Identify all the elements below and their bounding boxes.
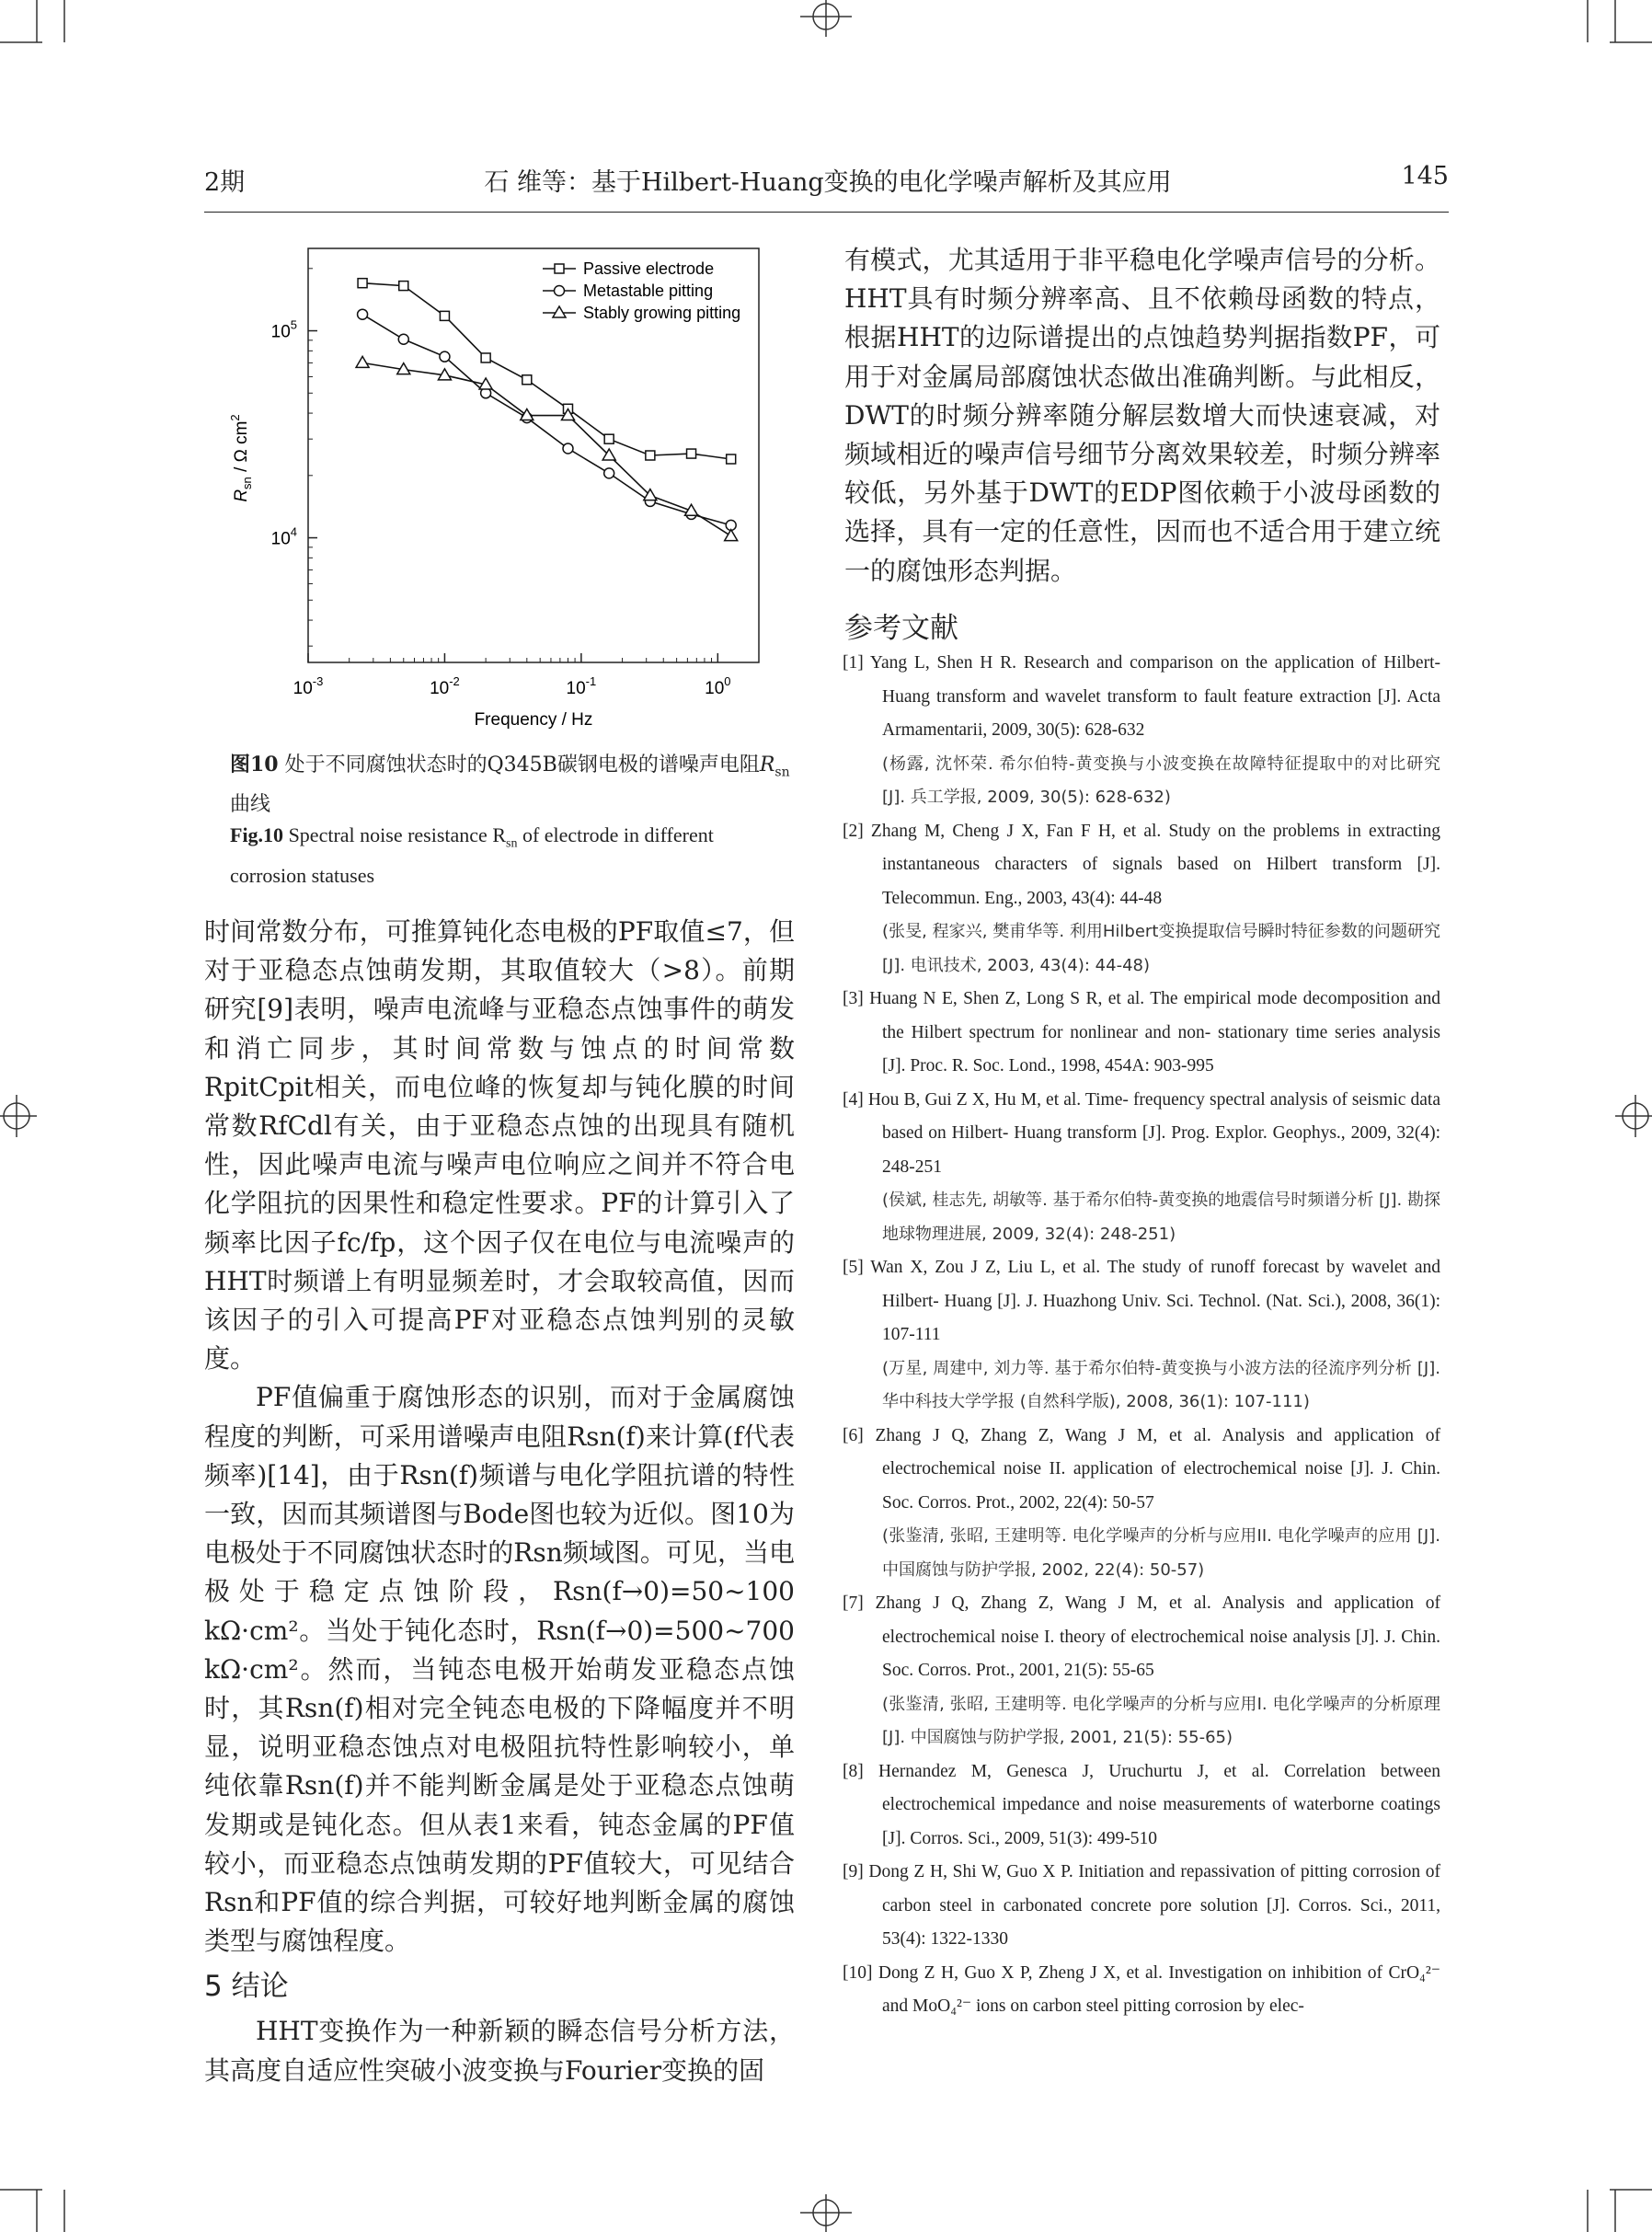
figure-caption-en: [230, 819, 782, 892]
reference-item-translation: (杨露, 沈怀荣. 希尔伯特-黄变换与小波变换在故障特征提取中的对比研究 [J]. 兵工学报, 2009, 30(5): 628-632): [882, 754, 1440, 807]
legend-label: Stably growing pitting: [583, 304, 741, 322]
page-number: 145: [1401, 162, 1449, 190]
data-point-square: [555, 264, 564, 273]
data-point-circle: [563, 443, 573, 454]
right-column: [844, 241, 1440, 591]
y-tick-label: $10^5$: [270, 317, 297, 342]
data-point-circle: [398, 334, 408, 344]
reference-item-translation: (张旻, 程家兴, 樊甫华等. 利用Hilbert变换提取信号瞬时特征参数的问题研究 [J]. 电讯技术, 2003, 43(4): 44-48): [882, 922, 1440, 975]
y-axis-label-rest: / Ω cm: [232, 420, 251, 477]
y-axis-label: [228, 414, 254, 501]
reference-item: [1] Yang L, Shen H R. Research and comparison on the application of Hilbert-Huang transform and wavelet transform to fault feature extraction [J]. Acta Armamentarii, 2009, 30(5): 628-632: [843, 653, 1440, 740]
data-point-square: [646, 451, 655, 460]
reference-item-translation: (侯斌, 桂志先, 胡敏等. 基于希尔伯特-黄变换的地震信号时频谱分析 [J]. 勘探地球物理进展, 2009, 32(4): 248-251): [882, 1191, 1440, 1244]
reference-item: [6] Zhang J Q, Zhang Z, Wang J M, et al. Analysis and application of electrochemical noise II. application of electrochemical noise [J]. J. Chin. Soc. Corros. Prot., 2002, 22(4): 50-57: [843, 1425, 1440, 1513]
caption-en-end: of electrode in different corrosion statuses: [230, 823, 714, 888]
data-point-square: [440, 311, 449, 320]
left-column: [204, 913, 795, 2090]
data-point-square: [358, 279, 367, 288]
data-point-circle: [555, 286, 565, 296]
data-point-circle: [440, 351, 450, 362]
reference-item-translation: (万星, 周建中, 刘力等. 基于希尔伯特-黄变换与小波方法的径流序列分析 [J]. 华中科技大学学报 (自然科学版), 2008, 36(1): 107-111): [882, 1358, 1440, 1411]
x-axis-label: Frequency / Hz: [474, 710, 593, 730]
reference-item: [2] Zhang M, Cheng J X, Fan F H, et al. Study on the problems in extracting instantaneous characters of signals based on Hilbert transform [J]. Telecommun. Eng., 2003, 43(4): 44-48: [843, 821, 1440, 908]
reference-item: [4] Hou B, Gui Z X, Hu M, et al. Time- frequency spectral analysis of seismic data based on Hilbert- Huang transform [J]. Prog. Explor. Geophys., 2009, 32(4): 248-251: [843, 1089, 1440, 1177]
data-point-square: [522, 375, 532, 385]
legend-label: Passive electrode: [583, 259, 715, 278]
running-title: 石 维等：基于Hilbert-Huang变换的电化学噪声解析及其应用: [484, 168, 1172, 197]
x-tick-label: $10^{-1}$: [566, 674, 597, 698]
chart-legend: [543, 259, 740, 322]
reference-item-translation: (张鉴清, 张昭, 王建明等. 电化学噪声的分析与应用I. 电化学噪声的分析原理 [J]. 中国腐蚀与防护学报, 2001, 21(5): 55-65): [882, 1694, 1440, 1747]
left-para-3: HHT变换作为一种新颖的瞬态信号分析方法，其高度自适应性突破小波变换与Fourier变换的固: [204, 2016, 795, 2086]
data-point-square: [727, 454, 736, 464]
caption-en-sub: sn: [506, 836, 518, 851]
left-para-1: 时间常数分布，可推算钝化态电极的PF取值≤7，但对于亚稳态点蚀萌发期，其取值较大（>8）。前期研究[9]表明，噪声电流峰与亚稳态点蚀事件的萌发和消亡同步，其时间常数与蚀点的时间常数RpitCpit相关，而电位峰的恢复却与钝化膜的时间常数RfCdl有关，由于亚稳态点蚀的出现具有随机性，因此噪声电流与噪声电位响应之间并不符合电化学阻抗的因果性和稳定性要求。PF的计算引入了频率比因子fc/fp，这个因子仅在电位与电流噪声的HHT时频谱上有明显频差时，才会取较高值，因而该因子的引入可提高PF对亚稳态点蚀判别的灵敏度。: [204, 916, 795, 1375]
x-tick-label: $10^0$: [705, 674, 731, 698]
y-tick-label: $10^4$: [270, 524, 297, 549]
data-point-square: [604, 434, 614, 443]
caption-zh-sym: R: [759, 754, 775, 777]
reference-list: [843, 647, 1440, 2024]
header-rule: [204, 212, 1449, 213]
reference-item: [3] Huang N E, Shen Z, Long S R, et al. The empirical mode decomposition and the Hilbert spectrum for nonlinear and non- stationary time series analysis [J]. Proc. R. Soc. Lond., 1998, 454A: 903-995: [843, 989, 1440, 1076]
caption-en-label: Fig.10: [230, 823, 284, 846]
reference-item: [5] Wan X, Zou J Z, Liu L, et al. The study of runoff forecast by wavelet and Hilbert- Huang [J]. J. Huazhong Univ. Sci. Technol. (Nat. Sci.), 2008, 36(1): 107-111: [843, 1258, 1440, 1344]
data-point-square: [399, 282, 408, 291]
section-title: 5 结论: [204, 1970, 289, 2004]
rsn-frequency-chart: [221, 237, 828, 753]
figure-caption-zh: [230, 749, 800, 821]
left-para-2: PF值偏重于腐蚀形态的识别，而对于金属腐蚀程度的判断，可采用谱噪声电阻Rsn(f)来计算(f代表频率)[14]，由于Rsn(f)频谱与电化学阻抗谱的特性一致，因而其频谱图与Bode图也较为近似。图10为电极处于不同腐蚀状态时的Rsn频域图。可见，当电极处于稳定点蚀阶段，Rsn(f→0)=50~100 kΩ·cm²。当处于钝化态时，Rsn(f→0)=500~700 kΩ·cm²。然而，当钝态电极开始萌发亚稳态点蚀时，其Rsn(f)相对完全钝态电极的下降幅度并不明显，说明亚稳态蚀点对电极阻抗特性影响较小，单纯依靠Rsn(f)并不能判断金属是处于亚稳态点蚀萌发期或是钝化态。但从表1来看，钝态金属的PF值较小，而亚稳态点蚀萌发期的PF值较大，可见结合Rsn和PF值的综合判据，可较好地判断金属的腐蚀类型与腐蚀程度。: [204, 1382, 795, 1957]
data-point-triangle: [356, 356, 369, 367]
reference-item: [10] Dong Z H, Guo X P, Zheng J X, et al. Investigation on inhibition of CrO₄²⁻ and MoO₄²⁻ ions on carbon steel pitting corrosion by elec-: [843, 1962, 1440, 2016]
data-point-triangle: [725, 530, 738, 541]
reference-item: [7] Zhang J Q, Zhang Z, Wang J M, et al. Analysis and application of electrochemical noise I. theory of electrochemical noise analysis [J]. J. Chin. Soc. Corros. Prot., 2001, 21(5): 55-65: [843, 1593, 1440, 1680]
y-axis-label-sup: 2: [228, 414, 242, 421]
caption-zh-text: 处于不同腐蚀状态时的Q345B碳钢电极的谱噪声电阻: [284, 754, 760, 777]
x-tick-label: $10^{-3}$: [293, 674, 324, 698]
data-point-square: [481, 353, 490, 362]
data-point-circle: [604, 468, 614, 478]
data-point-square: [687, 449, 696, 458]
caption-en-text: Spectral noise resistance R: [288, 823, 506, 846]
issue-label: 2期: [204, 168, 246, 197]
legend-label: Metastable pitting: [583, 282, 714, 300]
caption-zh-sub: sn: [774, 765, 790, 780]
right-para: 有模式，尤其适用于非平稳电化学噪声信号的分析。HHT具有时频分辨率高、且不依赖母函数的特点，根据HHT的边际谱提出的点蚀趋势判据指数PF，可用于对金属局部腐蚀状态做出准确判断。与此相反，DWT的时频分辨率随分解层数增大而快速衰减，对频域相近的噪声信号细节分离效果较差，时频分辨率较低，另外基于DWT的EDP图依赖于小波母函数的选择，具有一定的任意性，因而也不适合用于建立统一的腐蚀形态判据。: [844, 245, 1440, 586]
reference-item: [8] Hernandez M, Genesca J, Uruchurtu J, et al. Correlation between electrochemical impedance and noise measurements of waterborne coatings [J]. Corros. Sci., 2009, 51(3): 499-510: [843, 1761, 1440, 1848]
reference-item: [9] Dong Z H, Shi W, Guo X P. Initiation and repassivation of pitting corrosion of carbon steel in carbonated concrete pore solution [J]. Corros. Sci., 2011, 53(4): 1322-1330: [843, 1862, 1440, 1949]
y-axis-label-sub: sn: [240, 477, 254, 489]
references-title: 参考文献: [844, 612, 958, 645]
y-axis-label-main: R: [232, 489, 251, 502]
reference-item-translation: (张鉴清, 张昭, 王建明等. 电化学噪声的分析与应用II. 电化学噪声的应用 [J]. 中国腐蚀与防护学报, 2002, 22(4): 50-57): [882, 1526, 1440, 1580]
caption-zh-label: 图10: [230, 753, 279, 777]
caption-zh-end: 曲线: [230, 793, 271, 817]
data-point-circle: [358, 309, 368, 319]
x-tick-label: $10^{-2}$: [430, 674, 460, 698]
series-line: [362, 315, 731, 525]
data-point-triangle: [553, 306, 566, 317]
